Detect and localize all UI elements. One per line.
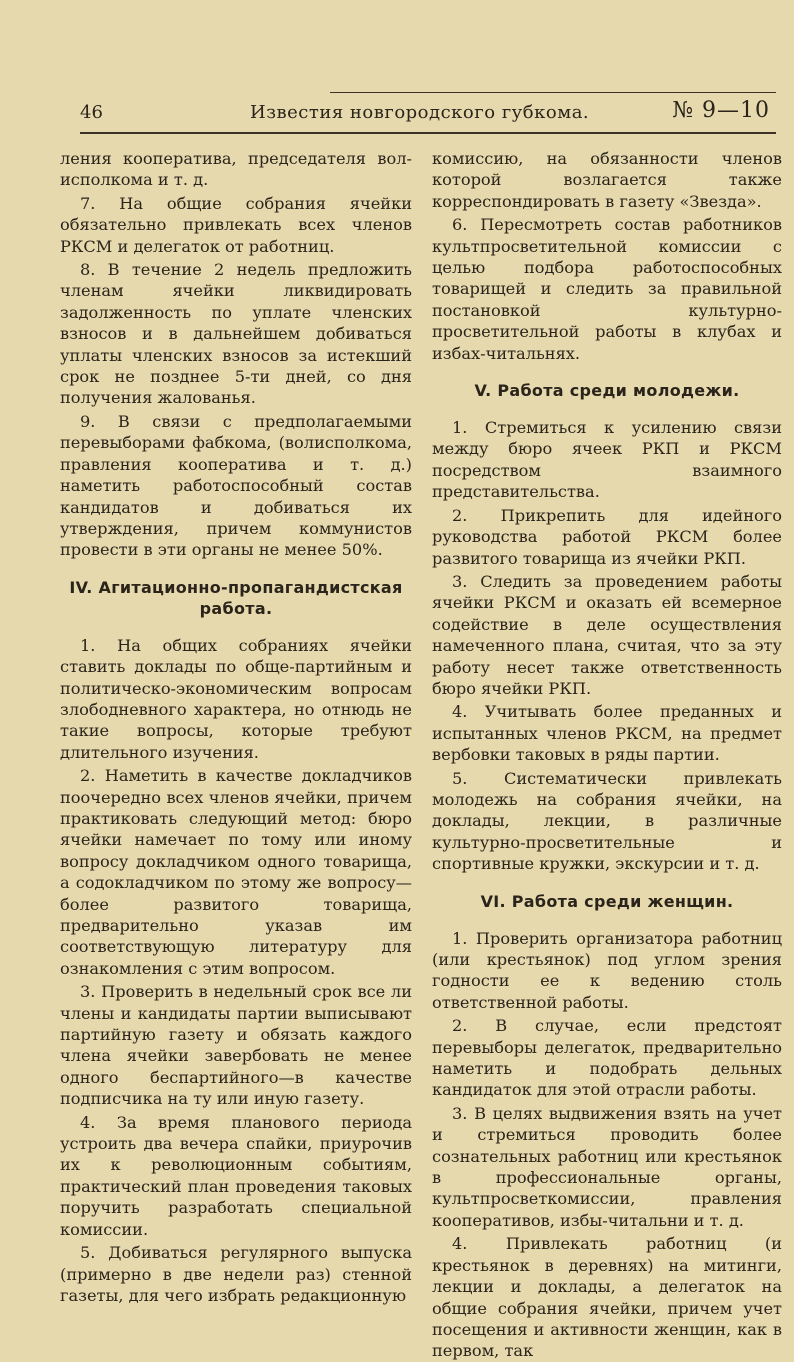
paragraph: 4. Учитывать более преданных и испытанных членов РКСМ, на предмет вербовки таковых в ряды партии.	[432, 702, 782, 765]
paragraph: 1. На общих собраниях ячейки ставить доклады по обще-партийным и политическо-экономическим вопросам злободневного характера, но отнюдь не такие вопросы, которые требуют длительного изучения.	[60, 635, 412, 762]
page-number: 46	[80, 102, 103, 123]
paragraph: 5. Систематически привлекать молодежь на собрания ячейки, на доклады, лекции, в различные культурно-просветительные и спортивные кружки, экскурсии и т. д.	[432, 768, 782, 874]
section-heading: VI. Работа среди женщин.	[480, 891, 734, 911]
paragraph: комиссию, на обязанности членов которой возлагается также корреспондировать в газету «Звезда».	[432, 149, 782, 211]
paragraph: 4. За время планового периода устроить два вечера спайки, приурочив их к революционным событиям, практический план проведения таковых поручить разработать специальной комиссии.	[60, 1112, 412, 1239]
paragraph: 8. В течение 2 недель предложить членам ячейки ликвидировать задолженность по уплате членских взносов и в дальнейшем добиваться уплаты членских взносов за истекший срок не позднее 5-ти дней, со дня получения жалованья.	[60, 260, 412, 408]
paragraph: 3. Проверить в недельный срок все ли члены и кандидаты партии выписывают партийную газету и обязать каждого члена ячейки завербовать не менее одного беспартийного—в качестве подписчика на ту или иную газету.	[60, 982, 412, 1109]
left-column	[60, 148, 412, 1305]
right-column	[432, 148, 782, 1361]
paragraph: 6. Пересмотреть состав работников культпросветительной комиссии с целью подбора работоспособных товарищей и следить за правильной постановкой культурно-просветительной работы в клубах и избах-читальнях.	[432, 215, 782, 363]
paragraph: 2. Наметить в качестве докладчиков поочередно всех членов ячейки, причем практиковать следующий метод: бюро ячейки намечает по тому или иному вопросу докладчиком одного товарища, а содокладчиком по этому же вопросу—более развитого товарища, предварительно указав им соответствующую литературу для ознакомления с этим вопросом.	[60, 766, 412, 978]
running-header	[80, 92, 776, 134]
paragraph: 5. Добиваться регулярного выпуска (примерно в две недели раз) стенной газеты, для чего избрать редакционную	[60, 1243, 412, 1305]
journal-title: Известия новгородского губкома.	[250, 102, 590, 123]
paragraph: 4. Привлекать работниц (и крестьянок в деревнях) на митинги, лекции и доклады, а делегаток на общие собрания ячейки, причем учет посещения и активности женщин, как в первом, так	[432, 1234, 782, 1361]
paragraph: ления кооператива, председателя вол-исполкома и т. д.	[60, 149, 412, 190]
paragraph: 1. Стремиться к усилению связи между бюро ячеек РКП и РКСМ посредством взаимного представительства.	[432, 418, 782, 502]
section-heading: IV. Агитационно-пропагандистская работа.	[69, 577, 403, 618]
paragraph: 1. Проверить организатора работниц (или крестьянок) под углом зрения годности ее к ведению столь ответственной работы.	[432, 928, 782, 1012]
paragraph: 3. Следить за проведением работы ячейки РКСМ и оказать ей всемерное содействие в деле осуществления намеченного плана, считая, что за эту работу несет также ответственность бюро ячейки РКП.	[432, 571, 782, 698]
header-rule	[330, 92, 776, 93]
issue-number: № 9—10	[672, 98, 770, 123]
section-heading: V. Работа среди молодежи.	[474, 381, 740, 401]
paragraph: 9. В связи с предполагаемыми перевыборами фабкома, (волисполкома, правления кооператива и т. д.) наметить работоспособный состав кандидатов и добиваться их утверждения, причем коммунистов провести в эти органы не менее 50%.	[60, 411, 412, 560]
paragraph: 7. На общие собрания ячейки обязательно привлекать всех членов РКСМ и делегаток от работниц.	[60, 193, 412, 256]
paragraph: 2. В случае, если предстоят перевыборы делегаток, предварительно наметить и подобрать дельных кандидаток для этой отрасли работы.	[432, 1016, 782, 1100]
paragraph: 2. Прикрепить для идейного руководства работой РКСМ более развитого товарища из ячейки РКП.	[432, 505, 782, 568]
paragraph: 3. В целях выдвижения взять на учет и стремиться проводить более сознательных работниц или крестьянок в профессиональные органы, культпросветкомиссии, правления кооперативов, избы-читальни и т. д.	[432, 1103, 782, 1230]
